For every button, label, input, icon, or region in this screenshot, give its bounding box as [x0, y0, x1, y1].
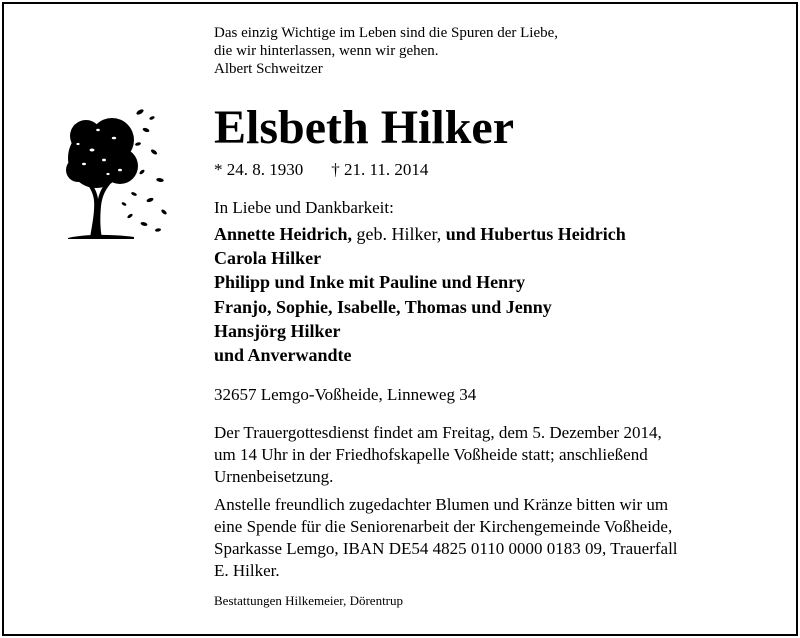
mourner-note: geb. Hilker,	[351, 224, 446, 244]
donation-info	[214, 494, 678, 582]
deceased-name: Elsbeth Hilker	[214, 101, 515, 154]
birth-date: * 24. 8. 1930	[214, 160, 304, 179]
quote-line: die wir hinterlassen, wenn wir gehen.	[214, 43, 439, 59]
death-date: † 21. 11. 2014	[331, 160, 429, 179]
mourner-name: und Hubertus Heidrich	[445, 224, 626, 244]
windblown-tree-icon	[64, 100, 174, 240]
mourners-list	[214, 222, 626, 367]
mourner-line	[214, 222, 626, 246]
donation-line: Anstelle freundlich zugedachter Blumen und Kränze bitten wir um	[214, 495, 669, 514]
life-dates	[214, 159, 428, 181]
donation-line: Sparkasse Lemgo, IBAN DE54 4825 0110 0000 0183 09, Trauerfall	[214, 539, 678, 558]
mourner-name: Annette Heidrich,	[214, 224, 352, 244]
mourner-line: Hansjörg Hilker	[214, 320, 341, 341]
mourner-line: Philipp und Inke mit Pauline und Henry	[214, 272, 526, 293]
service-line: Der Trauergottesdienst findet am Freitag, dem 5. Dezember 2014,	[214, 423, 662, 442]
mourners-intro: In Liebe und Dankbarkeit:	[214, 198, 394, 217]
mourner-line: Carola Hilker	[214, 248, 322, 269]
quote-line: Das einzig Wichtige im Leben sind die Spuren der Liebe,	[214, 25, 559, 41]
service-info	[214, 422, 662, 488]
donation-line: E. Hilker.	[214, 561, 280, 580]
quote	[214, 24, 558, 78]
mourner-line: Franjo, Sophie, Isabelle, Thomas und Jenny	[214, 296, 552, 317]
quote-author: Albert Schweitzer	[214, 61, 323, 77]
family-address: 32657 Lemgo-Voßheide, Linneweg 34	[214, 385, 477, 404]
donation-line: eine Spende für die Seniorenarbeit der Kirchengemeinde Voßheide,	[214, 517, 673, 536]
service-line: um 14 Uhr in der Friedhofskapelle Voßheide statt; anschließend	[214, 445, 648, 464]
undertaker: Bestattungen Hilkemeier, Dörentrup	[214, 593, 404, 608]
service-line: Urnenbeisetzung.	[214, 467, 334, 486]
mourner-line: und Anverwandte	[214, 345, 352, 366]
